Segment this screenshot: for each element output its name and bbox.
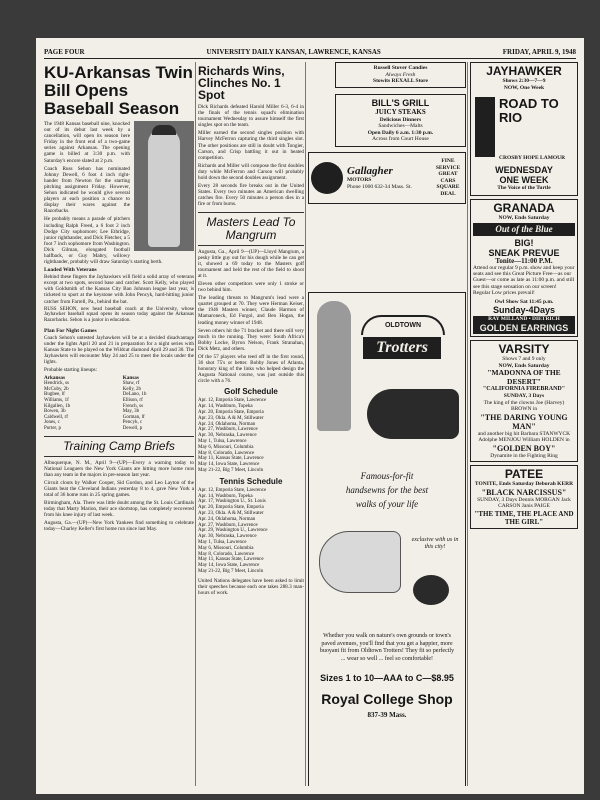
ad-line: BILL'S GRILL bbox=[371, 97, 430, 108]
story-paragraph: Of the 57 players who teed off in the first round, 36 shot 75's or better. Bobby Jones of Atlanta, honorary king of the links who helped design the Augusta National course, was just outside this circle with a 76. bbox=[198, 354, 304, 385]
ad-line: NOW, Ends Saturday bbox=[498, 362, 550, 369]
list-item: Apr. 30, Nebraska, Lawrence bbox=[198, 534, 257, 540]
oldtown-body: Whether you walk on nature's own grounds or town's paved avenues, you'll find that you get a happier, more buoyant fit from Oldtown Trotters! They fit so perfectly ... wear so well ... feel so comfortable! bbox=[319, 633, 455, 662]
tennis-schedule-title: Tennis Schedule bbox=[219, 476, 283, 486]
list-item: Apr. 20, Emporia State, Emporia bbox=[198, 505, 264, 511]
lineup-cell: Porter, p bbox=[44, 425, 62, 431]
store-address: 837-39 Mass. bbox=[367, 711, 407, 719]
lineup-cell: May, 3b bbox=[122, 409, 140, 415]
ad-line: Open Daily 6 a.m. 1:30 p.m. bbox=[367, 129, 434, 136]
page-number: PAGE FOUR bbox=[44, 48, 85, 56]
ad-line: SUNDAY, 3 Days Dennis MORGAN Jack CARSON Janis PAIGE bbox=[477, 496, 571, 510]
ad-line: Gallagher bbox=[347, 165, 393, 177]
theater-title: PATEE bbox=[504, 467, 544, 482]
lineup-cell: Ellison, rf bbox=[122, 397, 143, 403]
brief-item: Augusta, Ga.—(UP)—New York Yankees find something to celebrate today—Charley Keller's first home run since last May. bbox=[44, 520, 194, 533]
bills-grill-ad bbox=[335, 94, 466, 147]
lead-paragraph: Behind these fingers the Jayhawkers will field a solid array of veterans except at two spots, second base and catcher. Scott Kelly, who played with Goldsmith of the Kansas City Ban Johnson league last year, is ticketed to sport at the keystone with John Pencyk, hard-hitting junior catcher from Farrell, Pa., behind the bat. bbox=[44, 274, 194, 305]
ad-line: walks of your life bbox=[355, 499, 419, 509]
oldtown-sizes: Sizes 1 to 10—AAA to C—$8.95 bbox=[320, 673, 454, 683]
ad-line: Sandwiches—Malts bbox=[378, 123, 423, 129]
movie-title: "BLACK NARCISSUS" bbox=[481, 487, 567, 497]
masters-headline: Masters Lead To Mangrum bbox=[198, 212, 304, 246]
lead-headline: KU-Arkansas Twin Bill Opens Baseball Season bbox=[44, 63, 193, 118]
russell-stover-ad bbox=[335, 62, 466, 88]
list-item: Apr. 20, Emporia State, Emporia bbox=[198, 410, 264, 416]
newspaper-page bbox=[36, 38, 584, 794]
brief-item: Albuquerque, N. M., April 9—(UP)—Every a warning today to National Leaguers the New York Giants are hitting more home runs than any team in the majors in pre-season last year. bbox=[44, 459, 194, 478]
movie-title: "MADONNA OF THE DESERT" bbox=[487, 368, 561, 386]
list-item: May 21-22, Big 7 Meet, Lincoln bbox=[198, 468, 264, 474]
ad-line: Shows 2:30—7—9 bbox=[502, 78, 546, 84]
ad-line: WEDNESDAY bbox=[495, 165, 553, 175]
lineup-cell: Kelly, 2b bbox=[122, 386, 142, 392]
movie-stars: RAY MILLAND • DIETRICH bbox=[473, 316, 575, 322]
patee-ad bbox=[470, 465, 578, 529]
top-ads-row bbox=[308, 62, 466, 150]
lineup-cell: Bowen, 3b bbox=[44, 409, 66, 415]
ad-line: Across from Court House bbox=[372, 136, 429, 142]
ad-line: Always Fresh bbox=[385, 71, 416, 78]
baseball-cap-icon bbox=[152, 125, 176, 135]
story-paragraph: The leading threats to Mangrum's lead were a quartet grouped at 70. They were Herman Keiser, the 1946 Masters winner, Claude Harmon of Mamaroneck, Ed Furgol, and Ben Hogan, the leading money winner of 1948. bbox=[198, 295, 304, 326]
lineup-cell: Williams, 1f bbox=[44, 397, 69, 403]
ad-line: Shows 7 and 9 only bbox=[502, 356, 546, 363]
ad-line: Sunday-4Days bbox=[492, 305, 556, 316]
list-item: Apr. 24, Oklahoma, Norman bbox=[198, 516, 256, 522]
ad-line: SNEAK PREVUE bbox=[488, 248, 560, 258]
list-item: Apr. 17, Washington U., St. Louis bbox=[198, 499, 266, 505]
list-item: May 1, Tulsa, Lawrence bbox=[198, 540, 247, 545]
list-item: May 6, Missouri, Columbia bbox=[198, 444, 254, 450]
lead-paragraph: The 1948 Kansas baseball nine, knocked out of its debut last week by a cancellation, will open its season here Friday in the front end of a two-game series against Arkansas. The opening game is billed at 3:30 p.m. with Saturday's encore slated at 2 p.m. bbox=[44, 121, 130, 164]
lineup-cell: Jones, c bbox=[44, 420, 60, 426]
movie-title: "THE TIME, THE PLACE AND THE GIRL" bbox=[474, 509, 574, 526]
list-item: Apr. 23, Okla. A & M, Stillwater bbox=[198, 415, 264, 421]
golf-schedule-title: Golf Schedule bbox=[224, 387, 278, 397]
oldtown-arch: OLDTOWN bbox=[361, 315, 445, 335]
issue-date: FRIDAY, APRIL 9, 1948 bbox=[502, 48, 576, 56]
story-paragraph: Augusta, Ga., April 9—(UP)—Lloyd Mangrum, a pesky little guy out for his dough while he can get it, showed a 69 today to the Masters golf tournament and held the rest of the field to shoot at it. bbox=[198, 248, 304, 279]
lead-paragraph: He probably means a parade of pitchers including Ralph Freed, a 6 foot 2 inch Dodge City sophomore; Lee Ethridge, junior righthander, and Dick Fletcher, a 5 foot 7 inch sophomore from Washington. Dick Gilman, elongated football halfback, or Guy Mabry, willowy righthander, probably will draw Saturday's starting berth. bbox=[44, 216, 163, 266]
dog-illustration-icon bbox=[413, 575, 449, 605]
subhead: Loaded With Veterans bbox=[44, 267, 97, 274]
lineup-cell: Shaw, rf bbox=[122, 381, 140, 387]
ad-line: TONITE, Ends Saturday Deborah KERR bbox=[474, 481, 574, 488]
lineup-cell: Bugbee, lf bbox=[44, 392, 65, 398]
lineup-cell: French, ss bbox=[122, 403, 144, 409]
filler-paragraph: United Nations delegates have been asked to limit their speeches because each one takes 288.3 man-hours of work. bbox=[198, 577, 304, 596]
story-paragraph: Miller earned the second singles position with Harvey McFerron capturing the third singles slot. The other positions are still in doubt with Tongier, Carson, and Crisp battling it out in heated competition. bbox=[198, 130, 304, 161]
story-paragraph: Every 28 seconds fire breaks out in the United States. Every two minutes an American dwelling catches fire. Every 50 minutes a person dies in a fire or from burns. bbox=[198, 183, 304, 208]
column-1 bbox=[44, 62, 194, 786]
lineup-cell: Hendrick, ss bbox=[44, 381, 69, 387]
lineup-cell: McCuby, 2b bbox=[44, 386, 69, 392]
list-item: May 14, Iowa State, Lawrence bbox=[198, 563, 260, 569]
richards-headline: Richards Wins, Clinches No. 1 Spot bbox=[198, 64, 285, 102]
list-item: May 14, Iowa State, Lawrence bbox=[198, 462, 260, 468]
column-rule bbox=[305, 62, 306, 786]
list-item: Apr. 27, Washburn, Lawrence bbox=[198, 522, 258, 528]
ad-line: NOW, One Week bbox=[503, 84, 545, 91]
loafer-illustration-icon bbox=[319, 531, 401, 593]
list-item: Apr. 14, Washburn, Topeka bbox=[198, 493, 253, 499]
story-paragraph: Eleven other competitors were only 1 stroke or two behind him. bbox=[198, 280, 304, 294]
movie-title: "THE DARING YOUNG MAN" bbox=[480, 412, 568, 431]
ad-line: NOW, Ends Saturday bbox=[498, 214, 550, 221]
list-item: May 11, Kansas State, Lawrence bbox=[198, 557, 264, 563]
movie-title: "CALIFORNIA FIREBRAND" bbox=[482, 386, 566, 393]
brief-item: Birmingham, Ala. There was little doubt among the St. Louis Cardinals today that Marty Marion, their ace shortstop, has completely recovered from his knee injury of last week. bbox=[44, 500, 194, 519]
ad-line: JUICY STEAKS bbox=[375, 107, 426, 116]
list-item: Apr. 29, Washington U., Lawrence bbox=[198, 528, 268, 534]
ad-line: Russell Stover Candies bbox=[373, 65, 428, 71]
lineup-cell: Pencyk, c bbox=[122, 420, 143, 426]
column-2 bbox=[198, 62, 304, 786]
list-item: Apr. 24, Oklahoma, Norman bbox=[198, 421, 256, 427]
movie-title: "GOLDEN BOY" bbox=[492, 443, 556, 453]
photo-caption: RUSS SEHON, new head baseball coach at the University, whose Jayhawker baseball squad opens its season today against the Arkansas Razorbacks. Sehon is a junior in education. bbox=[44, 306, 194, 324]
tennis-schedule-list bbox=[198, 488, 304, 575]
lineup-cell: Kilgallen, 1b bbox=[44, 403, 71, 409]
woman-figure-icon bbox=[317, 301, 351, 431]
masthead bbox=[44, 46, 576, 59]
list-item: Apr. 30, Nebraska, Lawrence bbox=[198, 433, 257, 439]
service-badge-icon bbox=[311, 162, 343, 194]
list-item: May 11, Kansas State, Lawrence bbox=[198, 456, 264, 462]
ad-line: Delicious Dinners bbox=[379, 116, 422, 123]
road-to-rio-art bbox=[473, 93, 575, 163]
lineup-cell: Caldwell, rf bbox=[44, 414, 68, 420]
movie-title: Out of the Blue bbox=[473, 223, 575, 236]
golf-schedule-list bbox=[198, 398, 304, 473]
movie-title: ROAD TO RIO bbox=[499, 96, 559, 125]
story-paragraph: Richards and Miller will compose the first doubles duty while McFerron and Carson will probably hold down the second doubles assignment. bbox=[198, 162, 304, 182]
list-item: May 8, Colorado, Lawrence bbox=[198, 450, 255, 456]
list-item: May 1, Tulsa, Lawrence bbox=[198, 439, 247, 445]
column-rule bbox=[467, 62, 468, 786]
ad-line: Phone 1000 632-34 Mass. St. bbox=[347, 183, 412, 190]
jayhawker-ad bbox=[470, 62, 578, 196]
coach-photo bbox=[134, 121, 194, 251]
poster-figure-icon bbox=[475, 97, 495, 157]
oldtown-tagline bbox=[313, 469, 461, 511]
varsity-ad bbox=[470, 340, 578, 462]
granada-ad bbox=[470, 199, 578, 338]
theater-title: GRANADA bbox=[493, 200, 555, 215]
list-item: May 6, Missouri, Columbia bbox=[198, 545, 254, 551]
ad-line: Stowits REXALL Store bbox=[373, 78, 428, 84]
list-item: May 8, Colorado, Lawrence bbox=[198, 551, 255, 557]
oldtown-trotters-ad bbox=[308, 292, 466, 786]
store-name: Royal College Shop bbox=[321, 691, 453, 707]
ad-line: The king of the clowns Joe (Harvey) BROWN in bbox=[483, 399, 565, 413]
ad-line: BIG! bbox=[514, 238, 534, 248]
lead-paragraph: Coach Sehon's untested Jayhawkers will be at a decided disadvantage under the lights April 20 and 21 in preparation for a night series with Kansas State to be played on the Wildcat diamond April 29 and 30. The Jayhawkers will encounter May 24 and 25 to meet the locals under the lights. bbox=[44, 335, 194, 366]
list-item: May 21-22, Big 7 Meet, Lincoln bbox=[198, 568, 264, 574]
ad-line: Famous-for-fit bbox=[360, 471, 414, 481]
ad-line: Tonite—11:00 P.M. bbox=[495, 257, 553, 265]
table-row bbox=[44, 426, 194, 432]
story-paragraph: Seven others hit the 71 bracket and there still very much in the running. They were: South Africa's Bobby Locke, Byron Nelson, Frank Stranahan, Dick Metz, and others. bbox=[198, 327, 304, 352]
ad-line: Owl Show Sat 11:45 p.m. bbox=[494, 298, 554, 305]
list-item: Apr. 12, Emporia State, Lawrence bbox=[198, 398, 267, 404]
column-4 bbox=[470, 62, 578, 786]
movie-title: GOLDEN EARRINGS bbox=[473, 322, 575, 334]
ad-line: SQUARE DEAL bbox=[436, 184, 460, 197]
ad-line: GREAT CARS bbox=[438, 171, 458, 184]
story-paragraph: Dick Richards defeated Harold Miller 6-3, 6-4 in the finals of the tennis squad's elimination tournament Wednesday to assure himself the first singles spot on the team. bbox=[198, 104, 304, 129]
subhead: Plan For Night Games bbox=[44, 328, 97, 335]
paper-title: UNIVERSITY DAILY KANSAN, LAWRENCE, KANSAS bbox=[206, 48, 381, 56]
training-camp-headline: Training Camp Briefs bbox=[44, 436, 194, 457]
shoe-illustration-icon bbox=[367, 389, 459, 439]
gallagher-ad bbox=[308, 152, 466, 204]
movie-stars: CROSBY HOPE LAMOUR bbox=[499, 155, 566, 161]
theater-title: JAYHAWKER bbox=[486, 64, 562, 78]
trotters-logo: Trotters bbox=[363, 337, 441, 359]
lineup-header: Arkansas bbox=[44, 374, 66, 381]
ad-line: FINE SERVICE bbox=[435, 158, 461, 171]
ad-line: The Voice of the Turtle bbox=[497, 185, 551, 191]
ad-line: Attend our regular 9 p.m. show and keep your seats and see this Great Picture Free—as our Guest—or come as late as 11:00 p.m. and still see this stage sensation on our screen! Regular Low prices prevail! bbox=[473, 264, 575, 297]
ad-line: MOTORS bbox=[347, 177, 372, 183]
column-3 bbox=[308, 62, 466, 786]
exclusive-note: exclusive with us in this city! bbox=[411, 537, 459, 550]
ad-line: and another big hit Barbara STANWYCK Adolphe MENJOU William HOLDEN in bbox=[477, 430, 571, 444]
brief-item: Circuit clouts by Walker Cooper, Sid Gordon, and Leo Layton of the Giants beat the Cleveland Indians yesterday 8 to 4, gave New York a total of 36 home runs in 25 spring games. bbox=[44, 479, 194, 498]
ad-line: Dynamite in the Fighting Ring bbox=[490, 452, 558, 459]
lineup-cell: Dewell, p bbox=[122, 425, 143, 431]
lead-paragraph: Probable starting lineups: bbox=[44, 367, 98, 374]
list-item: Apr. 12, Emporia State, Lawrence bbox=[198, 487, 267, 493]
ad-line: handsewns for the best bbox=[345, 485, 429, 495]
list-item: Apr. 23, Okla. A & M, Stillwater bbox=[198, 511, 264, 517]
lineup-table bbox=[44, 376, 194, 432]
lineup-cell: Gorman, lf bbox=[122, 414, 145, 420]
theater-title: VARSITY bbox=[498, 342, 550, 357]
ad-line: ONE WEEK bbox=[499, 175, 549, 185]
list-item: Apr. 27, Washburn, Lawrence bbox=[198, 427, 258, 433]
list-item: Apr. 14, Washburn, Topeka bbox=[198, 404, 253, 410]
lineup-cell: DeLano, 1b bbox=[122, 392, 147, 398]
ad-line: SUNDAY, 3 Days bbox=[503, 393, 545, 400]
lead-paragraph: Coach Russ Sehon has nominated Johnny Dewell, 6 foot 4 inch right-hander from Newton for the starting pitching assignment Friday. However, Sehon indicated he would give several players at each position a chance to display their wares against the Razorbacks. bbox=[44, 165, 130, 215]
lineup-header: Kansas bbox=[122, 374, 139, 381]
column-rule bbox=[195, 62, 196, 786]
coach-figure-icon bbox=[148, 129, 180, 247]
